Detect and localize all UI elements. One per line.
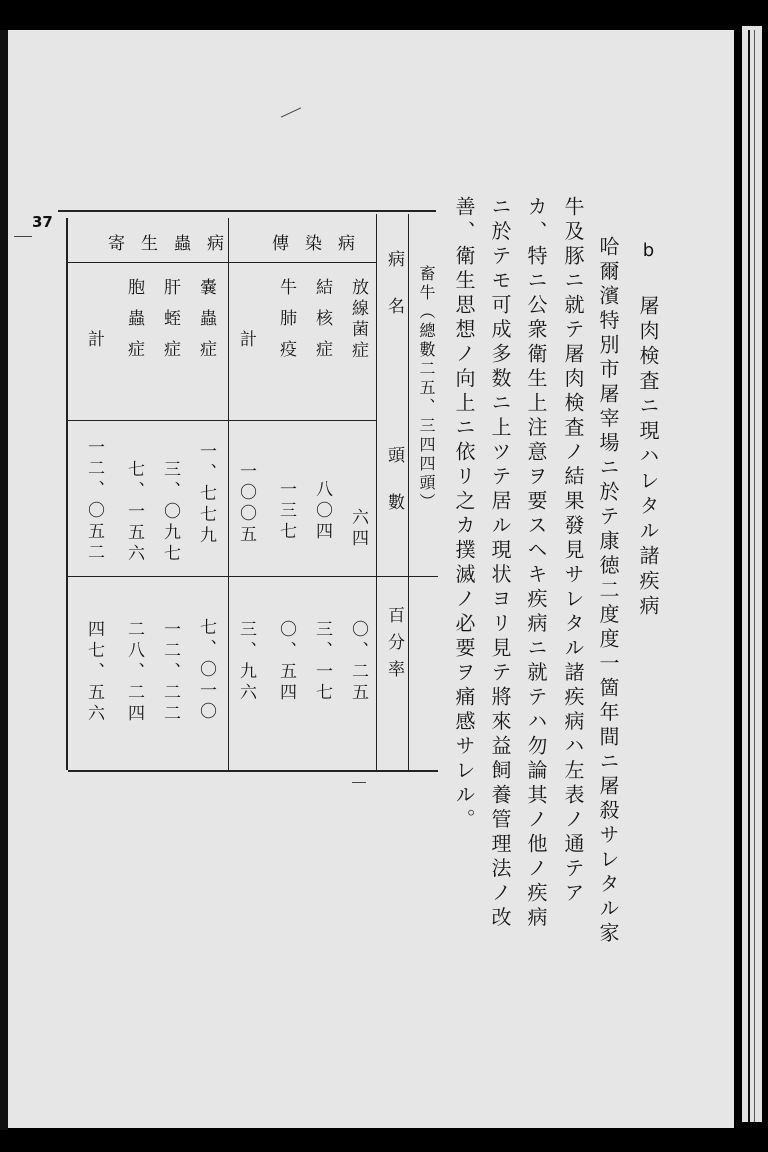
section-letter: b bbox=[638, 240, 659, 265]
body-line-1: 哈爾濱特別市屠宰場ニ於テ康徳二度度一箇年間ニ屠殺サレタル家 bbox=[596, 236, 620, 947]
scan-mark bbox=[14, 236, 32, 237]
row-header-percentage: 百分率 bbox=[384, 606, 404, 687]
document-page bbox=[8, 30, 734, 1128]
disease-name: 放線菌症 bbox=[348, 278, 368, 362]
page-edge-line bbox=[748, 30, 750, 1122]
row-header-disease-name: 病名 bbox=[384, 250, 404, 344]
total-label: 計 bbox=[84, 330, 104, 351]
total-label: 計 bbox=[236, 330, 256, 351]
disease-name: 胞蟲症 bbox=[124, 278, 144, 371]
head-count: 一二、〇五二 bbox=[84, 438, 104, 564]
head-count: 六四 bbox=[348, 508, 368, 550]
row-header-head-count: 頭數 bbox=[384, 446, 404, 540]
name-row-rule bbox=[68, 420, 376, 421]
animal-header: 畜牛（總數二五、三四四頭） bbox=[417, 265, 436, 512]
group-divider bbox=[228, 218, 229, 770]
body-line-4: ニ於テモ可成多数ニ上ツテ居ル現状ヨリ見テ將來益飼養管理法ノ改 bbox=[488, 196, 512, 931]
table-left-rule bbox=[66, 218, 68, 770]
disease-name: 嚢蟲症 bbox=[196, 278, 216, 371]
header-divider-1 bbox=[408, 214, 409, 770]
head-count: 一三七 bbox=[276, 480, 296, 543]
count-row-rule bbox=[68, 576, 438, 577]
percentage: 四七、五六 bbox=[84, 620, 104, 725]
head-count: 一〇〇五 bbox=[236, 462, 256, 546]
page-label: 37 bbox=[32, 213, 53, 231]
percentage: 〇、五四 bbox=[276, 620, 296, 704]
percentage: 〇、二五 bbox=[348, 620, 368, 704]
percentage: 三、一七 bbox=[312, 620, 332, 704]
group-name-parasitic: 寄生蟲病 bbox=[108, 234, 240, 254]
page-edge-line-inner bbox=[754, 30, 755, 1122]
percentage: 一二、二二 bbox=[160, 620, 180, 725]
binding-edge bbox=[0, 30, 8, 1130]
disease-name: 牛肺疫 bbox=[276, 278, 296, 371]
disease-name: 肝蛭症 bbox=[160, 278, 180, 371]
table-top-rule bbox=[58, 210, 436, 212]
percentage: 三、九六 bbox=[236, 620, 256, 704]
scan-mark bbox=[352, 782, 366, 783]
percentage: 二八、二四 bbox=[124, 620, 144, 725]
disease-name: 結核症 bbox=[312, 278, 332, 371]
header-divider-2 bbox=[376, 214, 377, 770]
group-header-rule bbox=[68, 262, 376, 263]
head-count: 八〇四 bbox=[312, 480, 332, 543]
head-count: 七、一五六 bbox=[124, 460, 144, 565]
table-bottom-rule bbox=[68, 770, 438, 772]
body-line-2: 牛及豚ニ就テ屠肉検査ノ結果發見サレタル諸疾病ハ左表ノ通テア bbox=[561, 196, 585, 907]
percentage: 七、〇一〇 bbox=[196, 618, 216, 723]
head-count: 一、七七九 bbox=[196, 442, 216, 547]
body-line-3: カ、特ニ公衆衛生上注意ヲ要スヘキ疾病ニ就テハ勿論其ノ他ノ疾病 bbox=[524, 196, 548, 931]
section-heading: 屠肉検査ニ現ハレタル諸疾病 bbox=[636, 295, 660, 620]
page-edge-strip bbox=[742, 26, 762, 1122]
group-name-infectious: 傳染病 bbox=[272, 234, 371, 254]
body-line-5: 善、衛生思想ノ向上ニ依リ之カ撲滅ノ必要ヲ痛感サレル。 bbox=[452, 196, 476, 833]
head-count: 三、〇九七 bbox=[160, 460, 180, 565]
